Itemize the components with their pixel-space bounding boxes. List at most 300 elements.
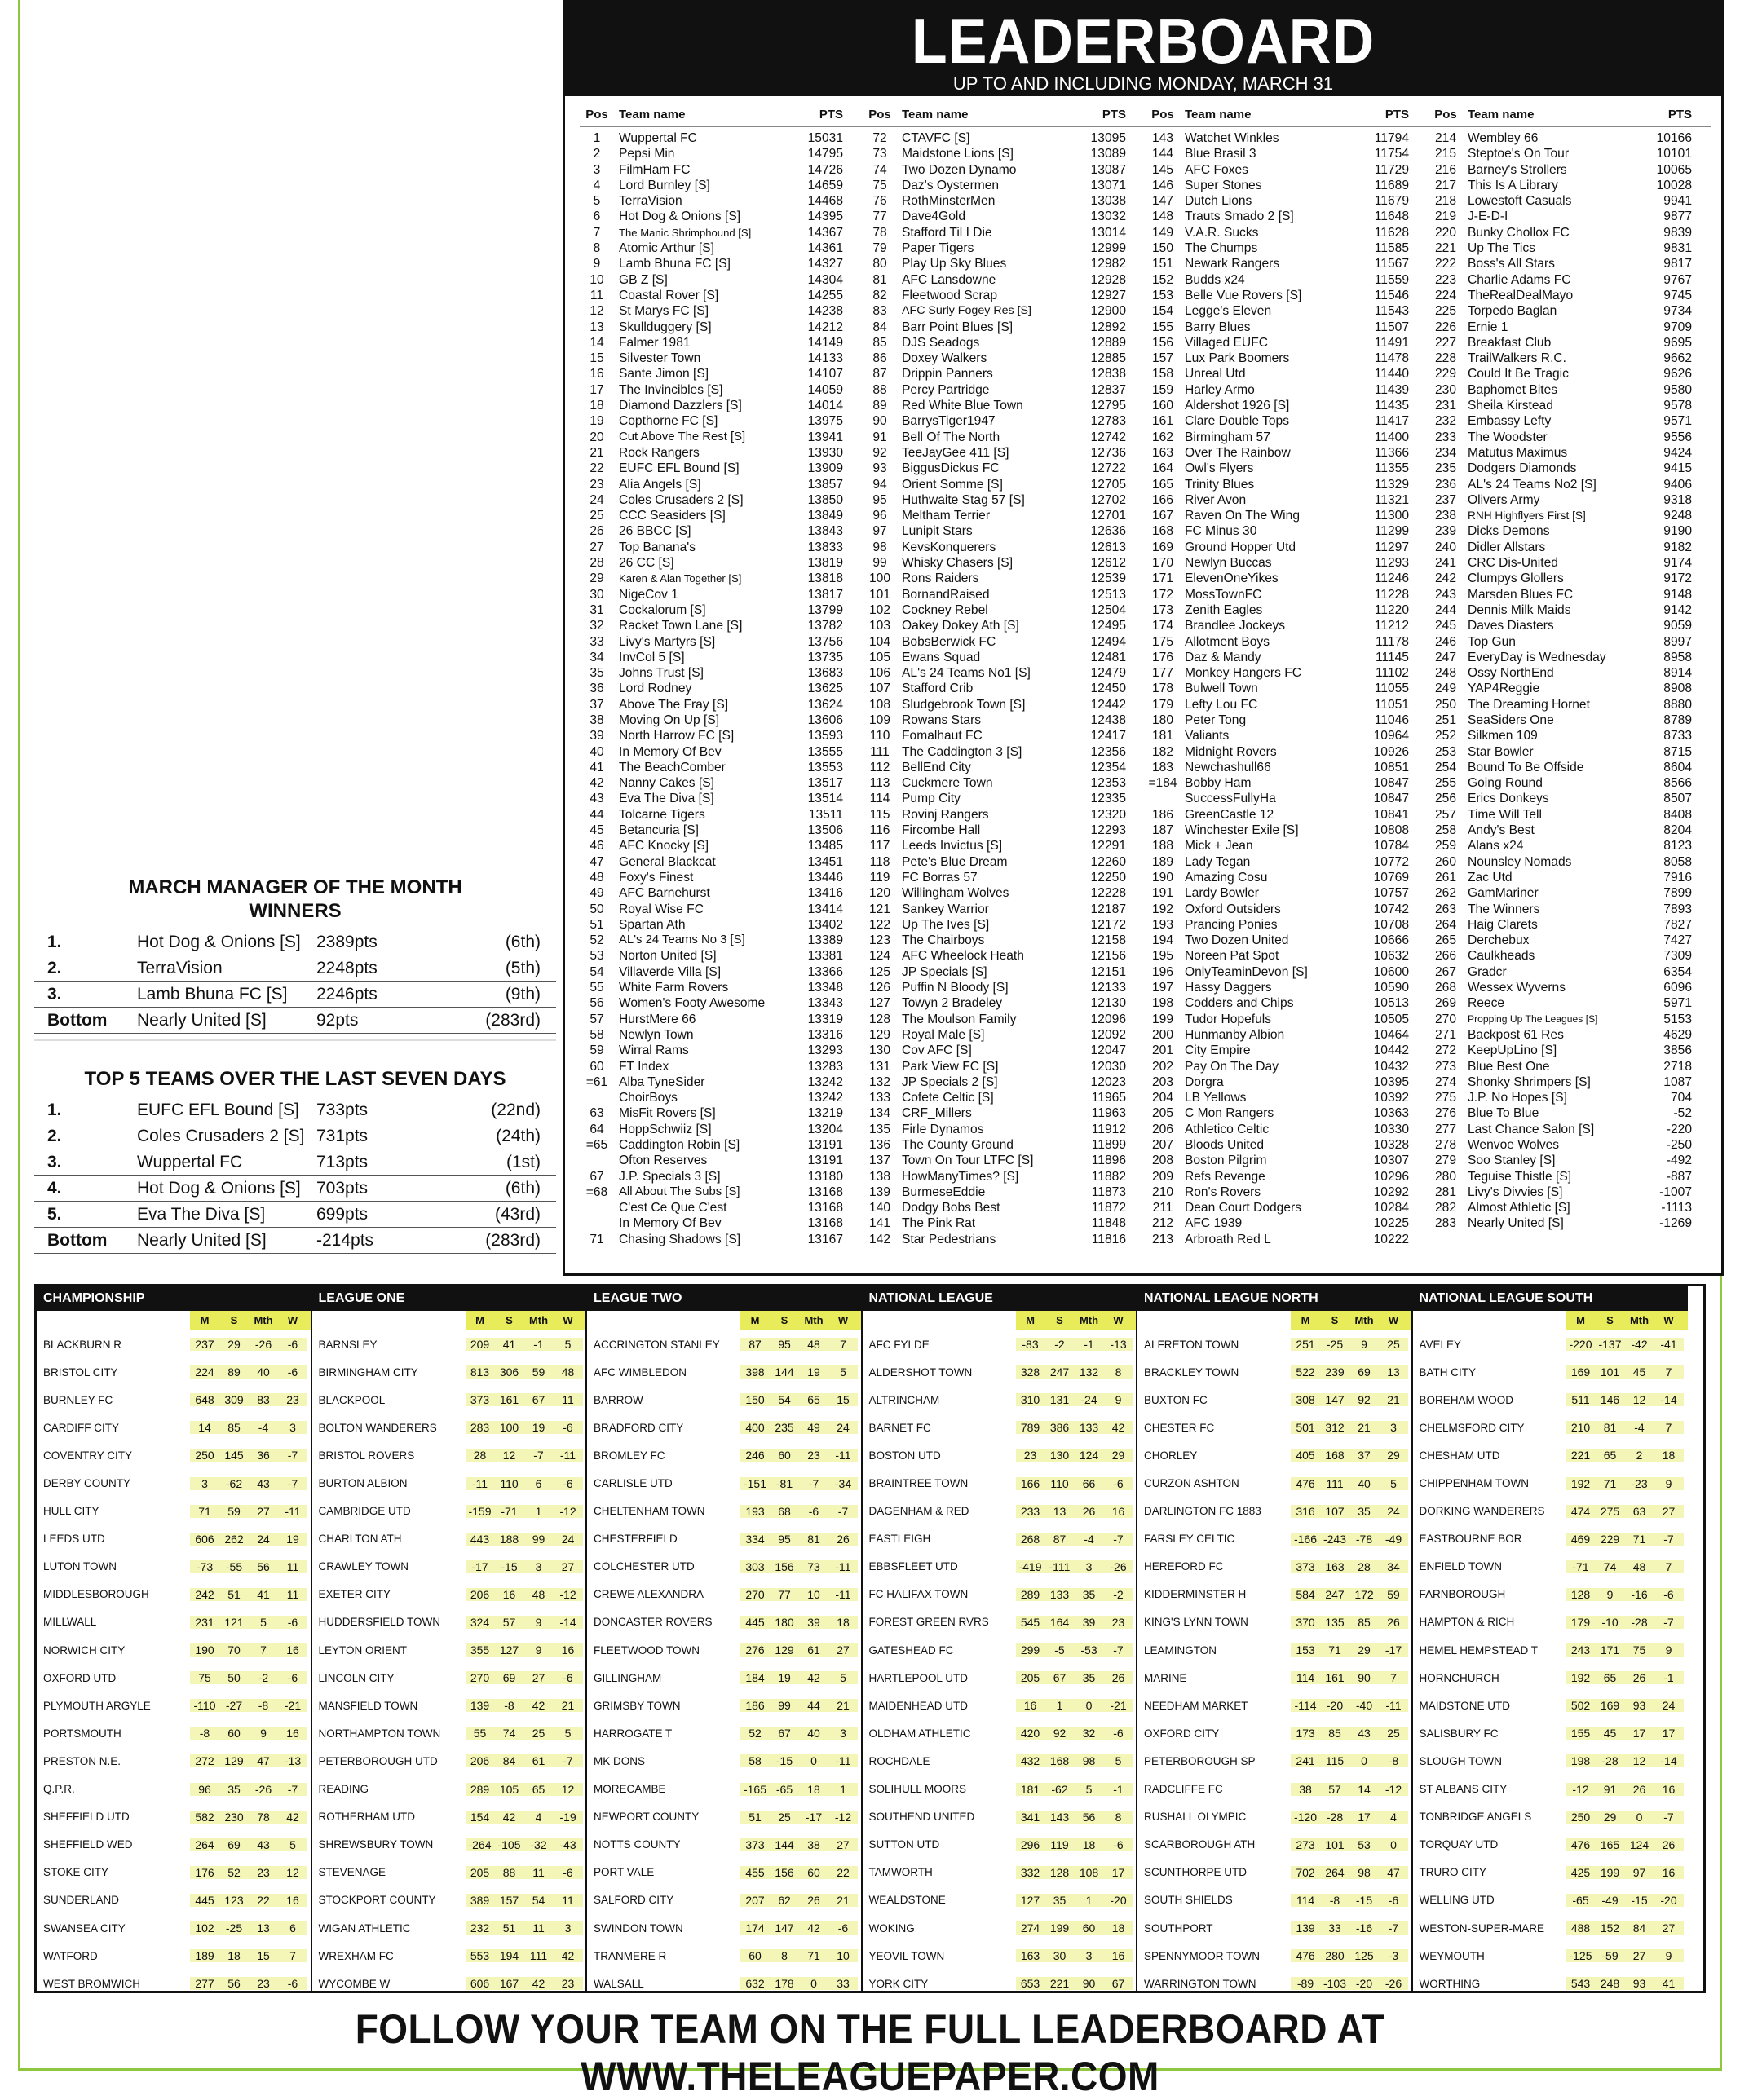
table-row [863, 964, 1146, 980]
value-mth: 2 [1625, 1449, 1654, 1462]
value-s: 74 [1596, 1560, 1625, 1573]
value-mth: 23 [249, 1866, 278, 1879]
league-team: CHORLEY [1144, 1449, 1198, 1462]
row-pos: 11 [590, 288, 604, 302]
value-m: 476 [1291, 1477, 1320, 1490]
value-mth: 23 [249, 1977, 278, 1990]
league-team: TORQUAY UTD [1419, 1838, 1499, 1851]
table-row [1429, 1012, 1711, 1027]
row-pts: 13381 [807, 949, 843, 964]
leaderboard-column [580, 102, 863, 1247]
league-row [37, 1776, 311, 1803]
row-pts: 13818 [807, 571, 843, 586]
value-m: 154 [466, 1811, 495, 1824]
award-points: 703pts [316, 1178, 369, 1198]
row-pos: 91 [872, 430, 887, 444]
row-pts: 12320 [1090, 807, 1126, 822]
row-pos: 95 [872, 492, 887, 507]
row-pts: 13167 [807, 1232, 843, 1246]
league-team: ENFIELD TOWN [1419, 1560, 1503, 1573]
value-w: 17 [1654, 1727, 1684, 1740]
league-team: GRIMSBY TOWN [594, 1699, 681, 1712]
league-team: OXFORD UTD [43, 1671, 117, 1684]
value-w: 27 [828, 1838, 858, 1851]
value-w: 15 [828, 1393, 858, 1406]
value-m: 87 [740, 1338, 770, 1351]
league-team: MIDDLESBOROUGH [43, 1588, 149, 1601]
m-header: M [1566, 1311, 1596, 1330]
row-pts: 14659 [807, 178, 843, 192]
table-row [1146, 430, 1429, 445]
league-row [1137, 1330, 1411, 1358]
row-pts: 13343 [807, 996, 843, 1011]
row-pts: 11491 [1374, 335, 1409, 350]
row-pts: 9424 [1663, 445, 1692, 460]
row-team-name: Cuckmere Town [902, 776, 993, 791]
league-row [1137, 1581, 1411, 1608]
row-team-name: Last Chance Salon [S] [1468, 1122, 1595, 1136]
row-team-name: V.A.R. Sucks [1185, 225, 1259, 240]
value-s: 247 [1045, 1365, 1075, 1379]
row-pos: 79 [872, 241, 887, 256]
value-mth: 85 [1349, 1616, 1379, 1629]
row-pts: 11299 [1374, 524, 1409, 539]
row-team-name: Moving On Up [S] [619, 712, 720, 727]
row-pts: 13319 [807, 1012, 843, 1026]
top-five [34, 1067, 556, 1254]
table-row [1429, 823, 1711, 838]
league-row [863, 1525, 1137, 1553]
value-w: 9 [1104, 1393, 1133, 1406]
table-row [1146, 791, 1429, 806]
table-row [1146, 665, 1429, 681]
award-position: (283rd) [485, 1010, 541, 1030]
value-s: 8 [770, 1949, 799, 1962]
league-row [37, 1330, 311, 1358]
value-mth: 26 [1075, 1505, 1104, 1518]
league-team: YORK CITY [868, 1977, 929, 1990]
row-team-name: Nanny Cakes [S] [619, 776, 715, 791]
table-row [580, 272, 863, 288]
value-w: 7 [1654, 1560, 1684, 1573]
value-w: -34 [828, 1477, 858, 1490]
row-team-name: The Invincibles [S] [619, 382, 723, 397]
row-pts: 11882 [1091, 1169, 1126, 1184]
value-m: 400 [740, 1421, 770, 1434]
value-w: 24 [828, 1421, 858, 1434]
row-pts: 8204 [1663, 823, 1692, 838]
value-mth: 5 [249, 1616, 278, 1629]
row-team-name: Barry Blues [1185, 320, 1251, 334]
table-row [580, 320, 863, 335]
league-team: ALTRINCHAM [868, 1393, 940, 1406]
table-row [1429, 320, 1711, 335]
league-team-header [1413, 1311, 1566, 1330]
row-pts: 13975 [807, 414, 843, 429]
league-row [1137, 1386, 1411, 1414]
value-mth: 24 [249, 1533, 278, 1546]
row-pts: 9662 [1663, 351, 1692, 366]
value-s: 199 [1045, 1921, 1075, 1935]
award-position: (1st) [506, 1152, 541, 1171]
value-s: 88 [495, 1866, 524, 1879]
row-team-name: Reece [1468, 996, 1505, 1011]
value-m: 324 [466, 1616, 495, 1629]
row-pos: 265 [1434, 933, 1457, 948]
row-pts: 13850 [807, 492, 843, 507]
row-team-name: White Farm Rovers [619, 981, 729, 995]
row-pts: 11321 [1374, 492, 1409, 507]
row-team-name: Lunipit Stars [902, 524, 973, 539]
value-mth: 36 [249, 1449, 278, 1462]
award-rank: 3. [47, 984, 62, 1004]
table-row [1146, 1153, 1429, 1168]
row-pts: 8880 [1663, 697, 1692, 712]
league-team: CREWE ALEXANDRA [594, 1588, 704, 1601]
row-team-name: Lord Rodney [619, 682, 692, 696]
league-team: HUDDERSFIELD TOWN [318, 1616, 441, 1629]
table-row [863, 681, 1146, 696]
row-pts: 13485 [807, 839, 843, 854]
leaderboard-column [863, 102, 1146, 1247]
value-s: 91 [1596, 1783, 1625, 1796]
row-pts: 14468 [807, 194, 843, 209]
league-team: SWINDON TOWN [594, 1921, 683, 1935]
row-team-name: Dennis Milk Maids [1468, 602, 1571, 617]
row-pts: 11102 [1375, 666, 1409, 681]
award-points: 2389pts [316, 932, 378, 951]
table-row [1429, 933, 1711, 948]
row-pts: 11435 [1374, 399, 1409, 413]
table-row [1146, 193, 1429, 209]
row-pos: 58 [590, 1027, 604, 1042]
table-row [1429, 587, 1711, 602]
row-pos: 59 [590, 1043, 604, 1058]
value-m: 192 [1566, 1671, 1596, 1684]
row-pos: 52 [590, 933, 604, 948]
league-header [587, 1311, 861, 1330]
row-pos: 43 [590, 792, 604, 806]
row-pos: 238 [1434, 509, 1457, 523]
value-m: 114 [1291, 1894, 1320, 1907]
award-team: Wuppertal FC [137, 1152, 243, 1171]
league-row [863, 1498, 1137, 1525]
table-row [863, 398, 1146, 413]
value-mth: 99 [524, 1533, 554, 1546]
table-row [580, 1137, 863, 1153]
value-m: -419 [1016, 1560, 1045, 1573]
value-m: 488 [1566, 1921, 1596, 1935]
row-pos: 147 [1151, 194, 1174, 209]
value-w: -14 [1654, 1393, 1684, 1406]
league-team: DARLINGTON FC 1883 [1144, 1505, 1261, 1518]
row-team-name: Maidstone Lions [S] [902, 147, 1014, 161]
league-row [1413, 1581, 1689, 1608]
row-pos: 259 [1434, 839, 1457, 854]
value-s: 161 [495, 1393, 524, 1406]
table-row [580, 1153, 863, 1168]
manager-of-month [34, 876, 556, 1034]
table-row [1146, 587, 1429, 602]
row-pts: 10742 [1373, 902, 1409, 916]
row-pos: 209 [1151, 1169, 1174, 1184]
row-pts: 13402 [807, 917, 843, 932]
row-pts: 12356 [1090, 744, 1126, 759]
value-m: 522 [1291, 1365, 1320, 1379]
value-w: -7 [1654, 1616, 1684, 1629]
award-position: (283rd) [485, 1230, 541, 1250]
row-pos: 135 [868, 1122, 891, 1136]
row-pts: 11559 [1374, 272, 1409, 287]
row-pts: 13756 [807, 634, 843, 649]
row-pos: 20 [590, 430, 604, 444]
w-header: W [554, 1311, 583, 1330]
value-s: 51 [495, 1921, 524, 1935]
row-pos: 250 [1434, 697, 1457, 712]
row-team-name: Wenvoe Wolves [1468, 1138, 1560, 1152]
row-team-name: Olivers Army [1468, 492, 1540, 507]
league-row [312, 1608, 586, 1636]
row-pts: 704 [1670, 1091, 1692, 1105]
leaderboard-column [1429, 102, 1711, 1247]
value-m: -89 [1291, 1977, 1320, 1990]
row-team-name: AFC Surly Fogey Res [S] [902, 304, 1031, 318]
row-pts: 10708 [1373, 917, 1409, 932]
row-team-name: Belle Vue Rovers [S] [1185, 288, 1302, 302]
value-s: 42 [495, 1811, 524, 1824]
row-pos: 136 [868, 1138, 891, 1152]
value-w: 16 [278, 1894, 307, 1907]
row-team-name: AL's 24 Teams No 3 [S] [619, 933, 745, 947]
value-s: 69 [495, 1671, 524, 1684]
table-row [1429, 744, 1711, 760]
league-row [863, 1942, 1137, 1970]
league-team: SCUNTHORPE UTD [1144, 1866, 1248, 1879]
value-s: -103 [1320, 1977, 1349, 1990]
league-team: CURZON ASHTON [1144, 1477, 1239, 1490]
league-row [37, 1747, 311, 1775]
table-row [1146, 209, 1429, 224]
value-s: 188 [495, 1533, 524, 1546]
value-m: 163 [1016, 1949, 1045, 1962]
row-pts: 11439 [1374, 382, 1409, 397]
award-rank: 2. [47, 1126, 62, 1145]
row-pos: 26 [590, 524, 604, 539]
table-row [1429, 1153, 1711, 1168]
row-team-name: Oakey Dokey Ath [S] [902, 619, 1019, 633]
value-s: 74 [495, 1727, 524, 1740]
league-team: EBBSFLEET UTD [868, 1560, 958, 1573]
table-row [863, 209, 1146, 224]
league-team: GILLINGHAM [594, 1671, 662, 1684]
table-row [580, 178, 863, 193]
value-s: 62 [770, 1894, 799, 1907]
value-mth: 60 [1075, 1921, 1104, 1935]
row-pts: 14795 [807, 147, 843, 161]
row-pos: 231 [1434, 399, 1457, 413]
value-w: 67 [1104, 1977, 1133, 1990]
league-team: NORTHAMPTON TOWN [318, 1727, 441, 1740]
value-m: 232 [466, 1921, 495, 1935]
value-w: -26 [1104, 1560, 1133, 1573]
table-row [1429, 430, 1711, 445]
value-m: 511 [1566, 1393, 1596, 1406]
value-mth: 17 [1349, 1811, 1379, 1824]
value-s: 52 [219, 1866, 249, 1879]
row-pts: 10222 [1373, 1232, 1409, 1246]
row-team-name: Rons Raiders [902, 571, 979, 586]
league-row [1137, 1692, 1411, 1719]
league-row [312, 1692, 586, 1719]
row-team-name: 26 CC [S] [619, 556, 674, 571]
row-pos: 113 [869, 776, 890, 791]
row-team-name: North Harrow FC [S] [619, 729, 735, 743]
league-row [312, 1636, 586, 1664]
row-pts: 10505 [1373, 1012, 1409, 1026]
value-w: 8 [1104, 1811, 1133, 1824]
value-w: 9 [1654, 1477, 1684, 1490]
w-header: W [278, 1311, 307, 1330]
value-m: 186 [740, 1699, 770, 1712]
row-pos: 124 [868, 949, 891, 964]
row-pos: 256 [1434, 792, 1457, 806]
row-team-name: Ground Hopper Utd [1185, 540, 1296, 554]
row-pos: 221 [1434, 241, 1457, 256]
value-mth: 21 [1349, 1421, 1379, 1434]
table-row [1429, 775, 1711, 791]
award-row [34, 1202, 556, 1228]
value-m: -8 [190, 1727, 219, 1740]
value-s: 156 [770, 1560, 799, 1573]
table-row [580, 193, 863, 209]
value-s: 156 [770, 1866, 799, 1879]
row-pos: 22 [590, 461, 604, 476]
value-w: -7 [1379, 1921, 1408, 1935]
row-team-name: AFC Foxes [1185, 162, 1248, 177]
row-pts: 10632 [1373, 949, 1409, 964]
row-pos [580, 1200, 614, 1215]
row-team-name: Women's Footy Awesome [619, 996, 766, 1011]
row-team-name: Monkey Hangers FC [1185, 666, 1301, 681]
row-pos: 103 [868, 619, 891, 633]
award-points: 2248pts [316, 958, 378, 977]
row-pts: 13191 [807, 1154, 843, 1168]
award-team: TerraVision [137, 958, 223, 977]
table-row [580, 995, 863, 1011]
row-pos: 272 [1434, 1043, 1457, 1058]
table-row [580, 854, 863, 870]
row-team-name: Going Round [1468, 776, 1543, 791]
row-team-name: Royal Wise FC [619, 902, 704, 916]
value-s: 165 [1596, 1838, 1625, 1851]
value-m: 308 [1291, 1393, 1320, 1406]
table-row [1429, 508, 1711, 523]
row-team-name: Arbroath Red L [1185, 1232, 1271, 1246]
row-team-name: City Empire [1185, 1043, 1251, 1058]
row-pos: 24 [590, 492, 604, 507]
row-pos: 105 [868, 650, 891, 664]
mth-header: Mth [799, 1311, 828, 1330]
value-s: -71 [495, 1505, 524, 1518]
row-pos: 38 [590, 712, 604, 727]
award-team: Hot Dog & Onions [S] [137, 1178, 301, 1198]
table-row [863, 1043, 1146, 1058]
value-w: -6 [554, 1477, 583, 1490]
value-w: -7 [278, 1783, 307, 1796]
row-pts: 7827 [1663, 917, 1692, 932]
row-team-name: Athletico Celtic [1185, 1122, 1270, 1136]
league-row [863, 1970, 1137, 1997]
league-row [587, 1803, 861, 1831]
row-pos: 151 [1151, 257, 1174, 271]
team-name-header: Team name [619, 107, 686, 121]
value-m: 476 [1566, 1838, 1596, 1851]
row-pos: 133 [868, 1091, 891, 1105]
value-mth: 90 [1349, 1671, 1379, 1684]
row-pts: 12096 [1090, 1012, 1126, 1026]
row-team-name: Racket Town Lane [S] [619, 619, 743, 633]
value-w: 13 [1379, 1365, 1408, 1379]
table-row [863, 980, 1146, 995]
row-pts: 8507 [1663, 792, 1692, 806]
value-m: 233 [1016, 1505, 1045, 1518]
row-team-name: BobsBerwick FC [902, 634, 996, 649]
row-pts: 7916 [1663, 870, 1692, 885]
value-mth: 22 [249, 1894, 278, 1907]
row-pts: 12250 [1090, 870, 1126, 885]
value-mth: 35 [1075, 1588, 1104, 1601]
value-w: 7 [1654, 1421, 1684, 1434]
table-row [580, 461, 863, 476]
row-team-name: Clumpys Glollers [1468, 571, 1564, 586]
column-header [1146, 102, 1429, 127]
row-team-name: TerraVision [619, 194, 682, 209]
table-row [1146, 477, 1429, 492]
row-pts: 14238 [807, 304, 843, 319]
league-team: BLACKPOOL [318, 1393, 386, 1406]
league-row [312, 1776, 586, 1803]
table-row [580, 1232, 863, 1247]
row-pos: 35 [590, 666, 604, 681]
table-row [580, 351, 863, 366]
table-row [863, 712, 1146, 728]
value-s: 131 [1045, 1393, 1075, 1406]
row-pos: 145 [1151, 162, 1174, 177]
row-team-name: CRF_Millers [902, 1106, 972, 1121]
league-team: COLCHESTER UTD [594, 1560, 695, 1573]
league-team: SOUTHPORT [1144, 1921, 1213, 1935]
table-row [1146, 1215, 1429, 1231]
row-team-name: Raven On The Wing [1185, 509, 1300, 523]
table-row [1429, 1059, 1711, 1074]
league-title: NATIONAL LEAGUE SOUTH [1413, 1286, 1689, 1311]
row-pts: 8908 [1663, 682, 1692, 696]
row-pos: 19 [590, 414, 604, 429]
value-w: -3 [1379, 1949, 1408, 1962]
row-pts: 11546 [1374, 288, 1409, 302]
league-team: KING'S LYNN TOWN [1144, 1616, 1248, 1629]
row-pos: 17 [590, 382, 604, 397]
value-mth: 27 [249, 1505, 278, 1518]
row-pts: 12892 [1090, 320, 1126, 334]
row-pts: 11220 [1374, 602, 1409, 617]
award-points: 92pts [316, 1010, 359, 1030]
value-mth: 44 [799, 1699, 828, 1712]
value-mth: -42 [1625, 1338, 1654, 1351]
row-pts: 12438 [1090, 712, 1126, 727]
league-row [863, 1441, 1137, 1469]
table-row [863, 870, 1146, 885]
